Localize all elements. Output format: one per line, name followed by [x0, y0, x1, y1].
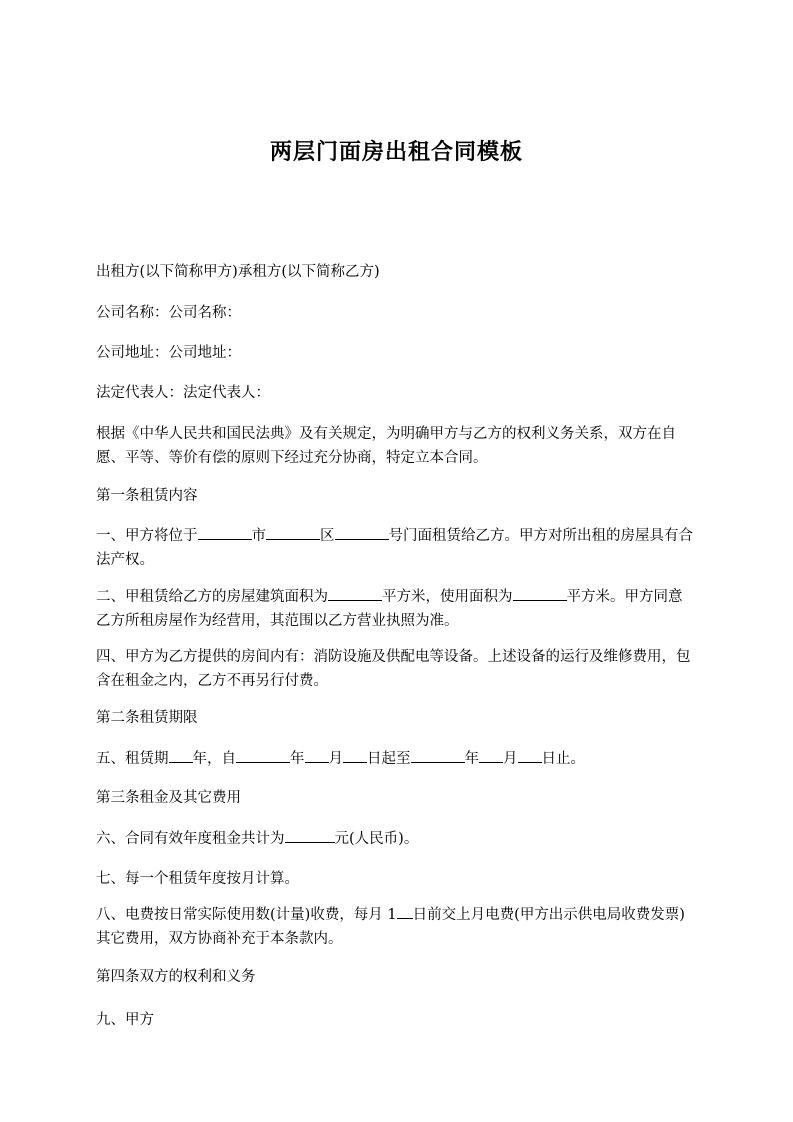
building-area-blank	[328, 584, 382, 601]
end-day-blank	[518, 746, 542, 763]
end-year-blank	[411, 746, 465, 763]
district-blank	[266, 523, 320, 540]
company-name-line: 公司名称：公司名称：	[96, 305, 241, 321]
term-years-blank	[169, 746, 193, 763]
clause-6-text-b: 元(人民币)。	[334, 831, 419, 847]
clause-5-text-d: 月	[328, 751, 343, 767]
city-blank	[198, 523, 252, 540]
clause-6-text-a: 六、合同有效年度租金共计为	[96, 831, 285, 847]
clause-5-text-b: 年，自	[192, 751, 236, 767]
clause-1-text-c: 区	[320, 528, 335, 544]
clause-5-text-c: 年	[290, 751, 305, 767]
start-year-blank	[236, 746, 290, 763]
clause-7: 七、每一个租赁年度按月计算。	[96, 871, 299, 887]
clause-6	[96, 826, 696, 851]
clause-1-text-d: 号门面租赁给乙方。甲方对所出租的房屋具有合法产权。	[96, 528, 693, 568]
parties-line: 出租方(以下简称甲方)承租方(以下简称乙方)	[96, 264, 380, 280]
clause-1	[96, 523, 696, 572]
clause-1-text-a: 一、甲方将位于	[96, 528, 198, 544]
document-title: 两层门面房出租合同模板	[269, 140, 523, 165]
preamble-paragraph: 根据《中华人民共和国民法典》及有关规定，为明确甲方与乙方的权利义务关系，双方在自愿、平等、等价有偿的原则下经过充分协商，特定立本合同。	[96, 426, 676, 466]
start-day-blank	[343, 746, 367, 763]
clause-5-text-a: 五、租赁期	[96, 751, 169, 767]
clause-5-text-g: 月	[503, 751, 518, 767]
usable-area-blank	[513, 584, 567, 601]
clause-5-text-h: 日止。	[541, 751, 585, 767]
start-month-blank	[305, 746, 329, 763]
clause-8-text-a: 八、电费按日常实际使用数(计量)收费，每月 1	[96, 907, 397, 923]
clause-8	[96, 902, 696, 951]
number-blank	[335, 523, 389, 540]
section-1-heading: 第一条租赁内容	[96, 488, 198, 504]
company-address-line: 公司地址：公司地址：	[96, 345, 241, 361]
clause-5-text-e: 日起至	[367, 751, 411, 767]
clause-5-text-f: 年	[464, 751, 479, 767]
clause-4: 四、甲方为乙方提供的房间内有：消防设施及供配电等设备。上述设备的运行及维修费用，包含在租金之内，乙方不再另行付费。	[96, 649, 691, 689]
clause-8-text-b: 日前交上月电费(甲方出示供电局收费发票)其它费用，双方协商补充于本条款内。	[96, 907, 685, 947]
clause-2	[96, 584, 696, 633]
clause-9: 九、甲方	[96, 1012, 154, 1028]
clause-2-text-c: 平方米。甲方同意乙方所租房屋作为经营用，其范围以乙方营业执照为准。	[96, 589, 683, 629]
clause-5	[96, 746, 696, 771]
clause-2-text-b: 平方米，使用面积为	[382, 589, 513, 605]
end-month-blank	[479, 746, 503, 763]
clause-1-text-b: 市	[251, 528, 266, 544]
section-3-heading: 第三条租金及其它费用	[96, 790, 241, 806]
clause-2-text-a: 二、甲租赁给乙方的房屋建筑面积为	[96, 589, 328, 605]
section-2-heading: 第二条租赁期限	[96, 710, 198, 726]
legal-representative-line: 法定代表人：法定代表人：	[96, 385, 270, 401]
rent-amount-blank	[285, 826, 335, 843]
section-4-heading: 第四条双方的权利和义务	[96, 969, 256, 985]
payment-day-blank	[397, 902, 413, 919]
